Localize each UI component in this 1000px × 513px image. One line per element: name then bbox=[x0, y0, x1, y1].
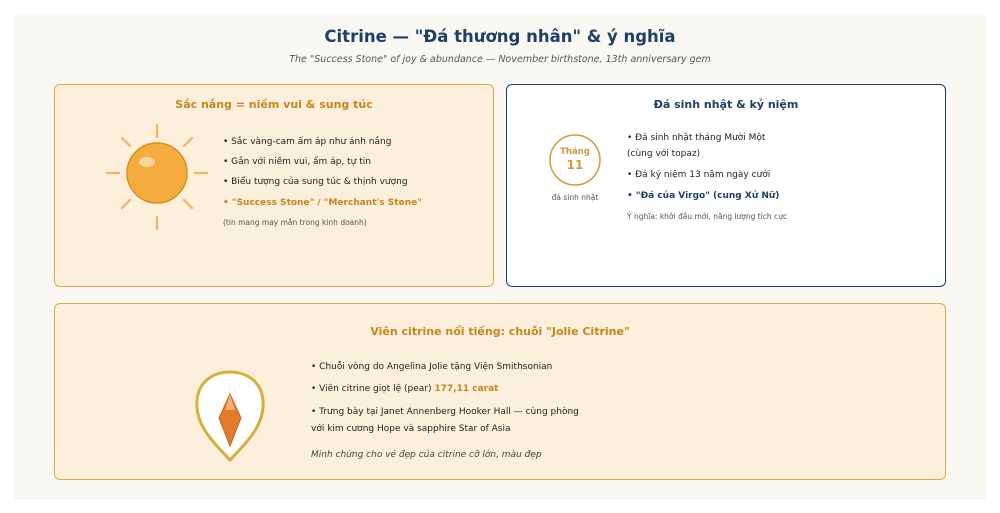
joy-note: (tin mang may mắn trong kinh doanh) bbox=[223, 218, 367, 227]
sun-icon bbox=[97, 117, 217, 237]
jolie-note: Minh chứng cho vẻ đẹp của citrine cỡ lớn, màu đẹp bbox=[311, 450, 542, 460]
page-title: Citrine — "Đá thương nhân" & ý nghĩa bbox=[324, 27, 676, 46]
joy-bullet-2: • Gắn với niềm vui, ấm áp, tự tin bbox=[223, 157, 371, 167]
jolie-bullet-3: • Trưng bày tại Janet Annenberg Hooker Hall — cùng phòng bbox=[311, 407, 579, 417]
birth-bullet-3: • "Đá của Virgo" (cung Xử Nữ) bbox=[627, 191, 780, 201]
joy-bullet-1: • Sắc vàng-cam ấm áp như ánh nắng bbox=[223, 137, 392, 147]
birth-bullet-1: • Đá sinh nhật tháng Mười Một bbox=[627, 133, 766, 143]
birth-card-title: Đá sinh nhật & kỷ niệm bbox=[653, 98, 799, 111]
joy-card-title: Sắc nắng = niềm vui & sung túc bbox=[175, 98, 373, 111]
page-subtitle: The "Success Stone" of joy & abundance — November birthstone, 13th anniversary gem bbox=[289, 54, 711, 65]
badge-month-number: 11 bbox=[566, 158, 584, 172]
joy-card bbox=[54, 84, 494, 287]
birth-note: Ý nghĩa: khởi đầu mới, năng lượng tích cực bbox=[627, 212, 788, 221]
jolie-card-title: Viên citrine nổi tiếng: chuỗi "Jolie Citrine" bbox=[370, 325, 630, 338]
birth-bullet-1-cont: (cùng với topaz) bbox=[627, 149, 701, 159]
badge-month-label: Tháng bbox=[560, 147, 590, 157]
jolie-bullet-2: • Viên citrine giọt lệ (pear) bbox=[311, 384, 432, 394]
jolie-bullet-3-cont: với kim cương Hope và sapphire Star of Asia bbox=[311, 424, 511, 434]
badge-caption: đá sinh nhật bbox=[551, 193, 599, 202]
pear-citrine-gem-icon bbox=[185, 366, 275, 466]
birth-bullet-2: • Đá kỷ niệm 13 năm ngày cưới bbox=[627, 170, 771, 180]
birthstone-card bbox=[506, 84, 946, 287]
joy-highlight: • "Success Stone" / "Merchant's Stone" bbox=[223, 198, 422, 208]
jolie-bullet-1: • Chuỗi vòng do Angelina Jolie tặng Viện Smithsonian bbox=[311, 362, 553, 372]
jolie-carat-value: 177,11 carat bbox=[434, 384, 499, 394]
joy-bullet-3: • Biểu tượng của sung túc & thịnh vượng bbox=[223, 177, 408, 187]
jolie-card bbox=[54, 303, 946, 480]
